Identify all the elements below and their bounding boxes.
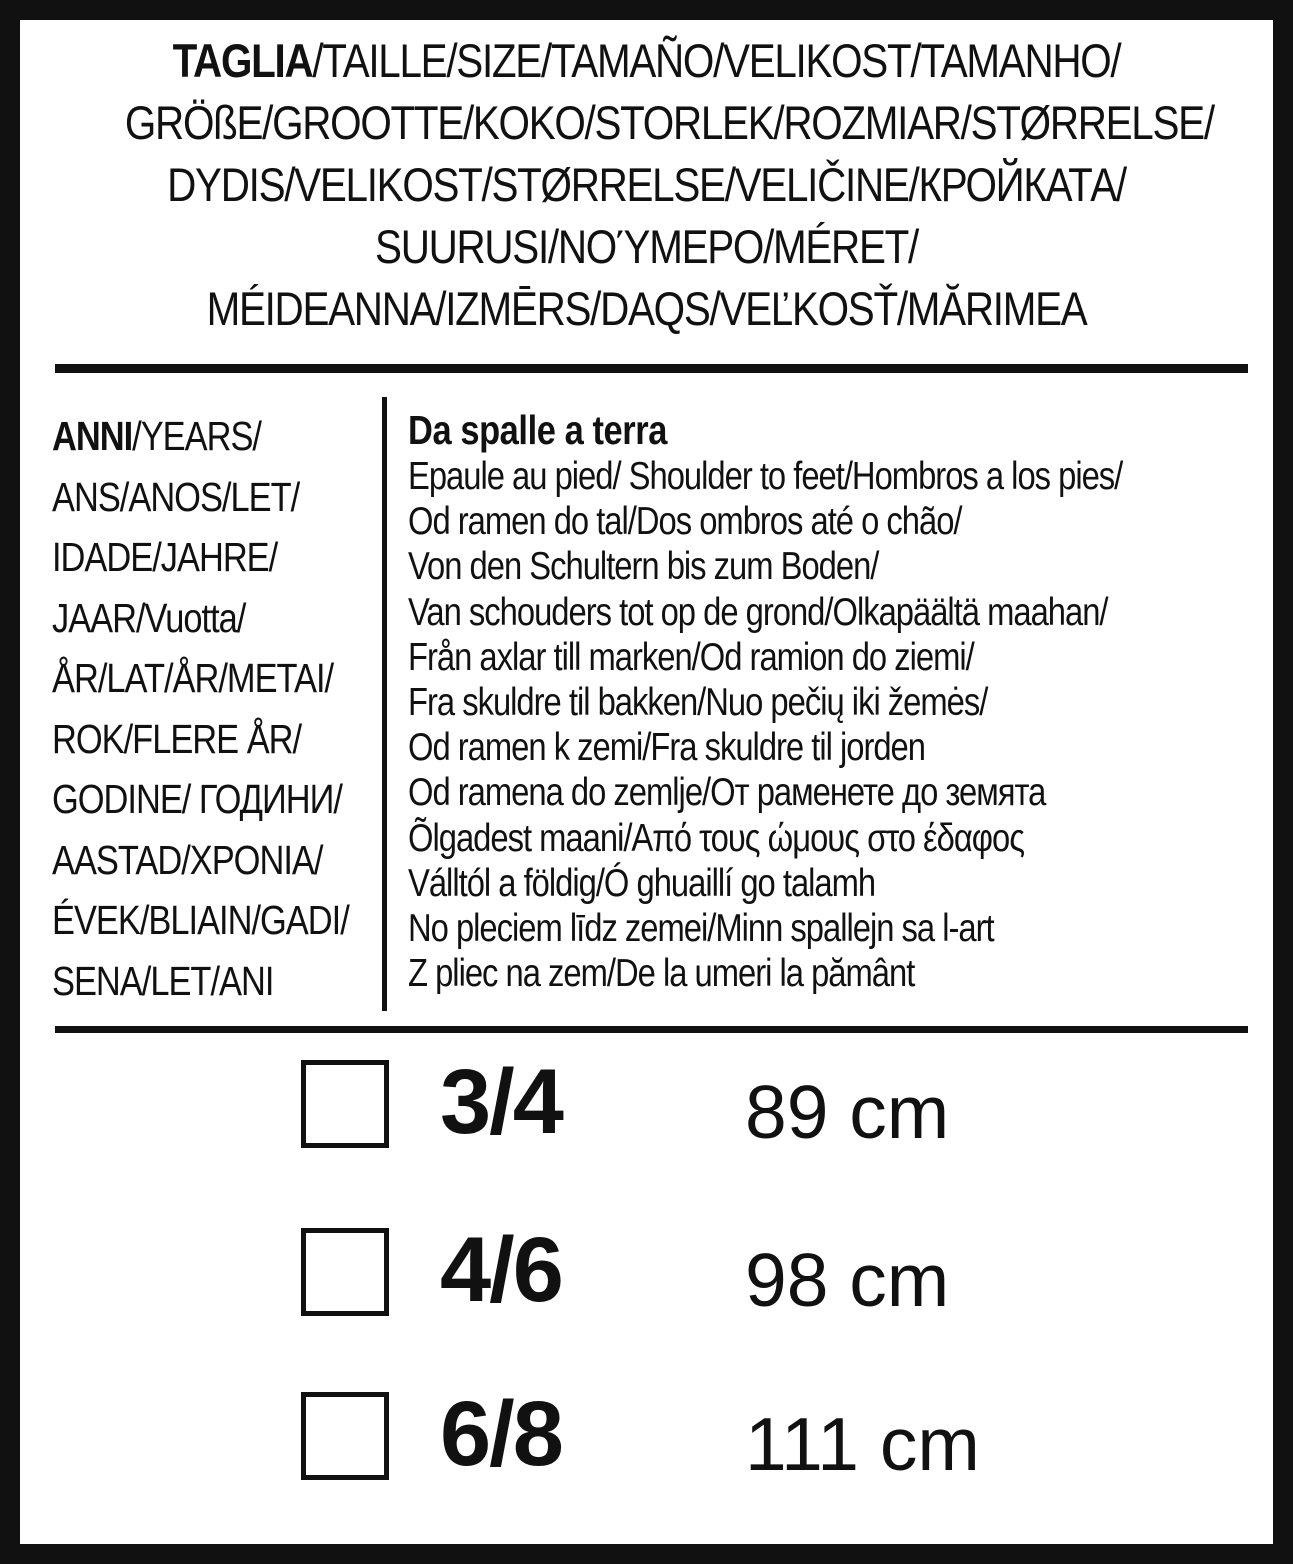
years-line: ANS/ANOS/LET/ <box>52 473 300 520</box>
size-label: 3/4 <box>440 1051 562 1153</box>
size-option-row <box>0 1219 1293 1344</box>
years-column <box>52 406 349 1011</box>
description-line: Fra skuldre til bakken/Nuo pečių iki žemės/ <box>408 681 988 725</box>
description-line: Van schouders tot op de grond/Olkapäältä maahan/ <box>408 590 1108 634</box>
years-line: ROK/FLERE ÅR/ <box>52 715 302 762</box>
size-checkbox[interactable] <box>301 1392 389 1480</box>
header-divider <box>55 364 1248 373</box>
years-line: ÅR/LAT/ÅR/METAI/ <box>52 655 334 701</box>
description-line: Från axlar till marken/Od ramion do ziemi/ <box>408 635 974 679</box>
description-line: Válltól a földig/Ó ghuaillí go talamh <box>408 861 876 905</box>
description-line: Z pliec na zem/De la umeri la pământ <box>408 952 915 996</box>
years-line: JAAR/Vuotta/ <box>52 594 246 641</box>
size-length: 98 cm <box>745 1238 950 1322</box>
size-title-rest: /TAILLE/SIZE/TAMAÑO/VELIKOST/TAMANHO/ <box>312 34 1121 87</box>
size-title-multilingual <box>124 30 1214 340</box>
description-line: Od ramen k zemi/Fra skuldre til jorden <box>408 726 925 770</box>
years-line: ÉVEK/BLIAIN/GADI/ <box>52 897 349 943</box>
description-line: Od ramen do tal/Dos ombros até o chão/ <box>408 500 962 544</box>
years-rest: /YEARS/ <box>132 413 262 459</box>
description-line: Von den Schultern bis zum Boden/ <box>408 545 879 589</box>
size-checkbox[interactable] <box>301 1228 389 1316</box>
years-line: IDADE/JAHRE/ <box>52 534 278 580</box>
description-line: Epaule au pied/ Shoulder to feet/Hombros a los pies/ <box>408 455 1123 498</box>
years-line <box>52 406 349 467</box>
size-label: 6/8 <box>440 1383 562 1485</box>
size-length: 111 cm <box>745 1402 980 1486</box>
description-line: No pleciem līdz zemei/Minn spallejn sa l-art <box>408 907 994 951</box>
size-option-row <box>0 1051 1293 1176</box>
description-column <box>408 406 1122 996</box>
years-line: AASTAD/ΧΡΟΝΙΑ/ <box>52 836 323 883</box>
years-bold: ANNI <box>52 413 133 459</box>
size-length: 89 cm <box>745 1070 950 1154</box>
size-label: 4/6 <box>440 1219 562 1321</box>
size-title-line: SUURUSI/ΝΟΎΜΕΡΟ/MÉRET/ <box>375 220 918 273</box>
size-option-row <box>0 1383 1293 1508</box>
size-title-line: DYDIS/VELIKOST/STØRRELSE/VELIČINE/КРОЙКАТА/ <box>167 158 1126 211</box>
column-divider <box>382 397 387 1011</box>
description-line: Od ramena do zemlje/От раменете до земята <box>408 771 1046 815</box>
size-title-line: MÉIDEANNA/IZMĒRS/DAQS/VEĽKOSŤ/MĂRIMEA <box>206 282 1087 335</box>
size-title-line: GRÖßE/GROOTTE/KOKO/STORLEK/ROZMIAR/STØRRELSE/ <box>124 96 1214 149</box>
years-line: GODINE/ ГОДИНИ/ <box>52 776 342 822</box>
size-title-line <box>125 30 1168 92</box>
description-title: Da spalle a terra <box>408 407 667 453</box>
size-title-bold: TAGLIA <box>172 34 313 87</box>
sizes-divider <box>55 1026 1248 1033</box>
years-line: SENA/LET/ANI <box>52 957 274 1004</box>
size-checkbox[interactable] <box>301 1060 389 1148</box>
description-line: Õlgadest maani/Από τους ώμους στο έδαφος <box>408 816 1025 860</box>
